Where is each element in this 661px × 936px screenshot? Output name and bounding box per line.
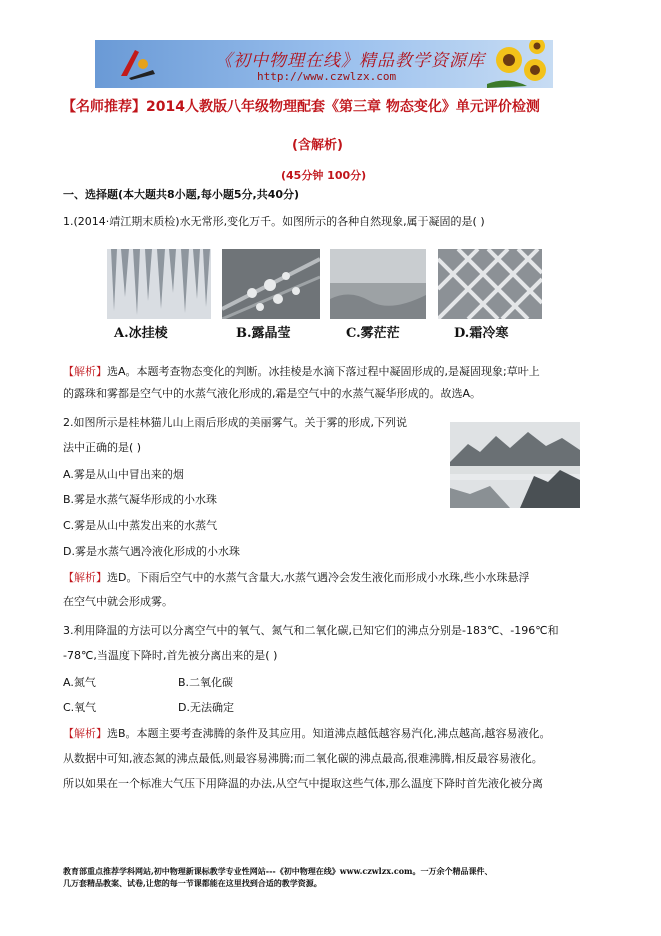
header-banner [95, 40, 553, 88]
analysis-tag: 【解析】 [63, 727, 107, 740]
sunflower-image [487, 40, 547, 88]
caption-a: A.冰挂棱 [114, 326, 168, 341]
footer-line1: 教育部重点推荐学科网站,初中物理新课标教学专业性网站---《初中物理在线》www.czwlzx.com。一万余个精品课件、 [63, 866, 493, 876]
icicle-image [107, 249, 211, 319]
misty-mountain-image [450, 422, 580, 508]
q2-option-c: C.雾是从山中蒸发出来的水蒸气 [63, 519, 218, 532]
q1-stem: 1.(2014·靖江期末质检)水无常形,变化万千。如图所示的各种自然现象,属于凝固的是( ) [63, 215, 485, 228]
q3-analysis-line3: 所以如果在一个标准大气压下用降温的办法,从空气中提取这些气体,那么温度下降时首先液化被分离 [63, 777, 543, 790]
q2-option-a: A.雾是从山中冒出来的烟 [63, 468, 184, 481]
q2-stem-line1: 2.如图所示是桂林猫儿山上雨后形成的美丽雾气。关于雾的形成,下列说 [63, 416, 407, 429]
frost-image [438, 249, 542, 319]
q3-stem-line1: 3.利用降温的方法可以分离空气中的氧气、氮气和二氧化碳,已知它们的沸点分别是-183℃、-196℃和 [63, 624, 559, 637]
dew-image [222, 249, 320, 319]
analysis-text: 选B。本题主要考查沸腾的条件及其应用。知道沸点越低越容易汽化,沸点越高,越容易液化。 [107, 727, 551, 740]
analysis-text: 选A。本题考查物态变化的判断。冰挂棱是水滴下落过程中凝固形成的,是凝固现象;草叶上 [107, 365, 540, 378]
document-subtitle: (含解析) [292, 138, 343, 153]
q3-stem-line2: -78℃,当温度下降时,首先被分离出来的是( ) [63, 649, 278, 662]
footer-line2: 几万套精品教案、试卷,让您的每一节课都能在这里找到合适的教学资源。 [63, 878, 322, 888]
q2-analysis-line1 [63, 570, 529, 586]
document-title: 【名师推荐】2014人教版八年级物理配套《第三章 物态变化》单元评价检测 [62, 99, 540, 115]
q3-analysis-line2: 从数据中可知,液态氮的沸点最低,则最容易沸腾;而二氧化碳的沸点最高,很难沸腾,相反最容易液化。 [63, 752, 543, 765]
q2-analysis-line2: 在空气中就会形成雾。 [63, 595, 173, 608]
page-footer [63, 865, 493, 889]
q3-option-c: C.氧气 [63, 701, 97, 714]
q3-option-b: B.二氧化碳 [178, 676, 234, 689]
fog-image [330, 249, 426, 319]
q3-option-d: D.无法确定 [178, 701, 234, 714]
q1-analysis-line2: 的露珠和雾都是空气中的水蒸气液化形成的,霜是空气中的水蒸气凝华形成的。故选A。 [63, 387, 482, 400]
q2-option-d: D.雾是水蒸气遇冷液化形成的小水珠 [63, 545, 240, 558]
banner-url: http://www.czwlzx.com [257, 70, 397, 83]
site-logo [119, 46, 157, 82]
analysis-tag: 【解析】 [63, 571, 107, 584]
q1-analysis-line1 [63, 364, 540, 380]
q2-stem-line2: 法中正确的是( ) [63, 441, 142, 454]
section-heading: 一、选择题(本大题共8小题,每小题5分,共40分) [63, 188, 300, 201]
q3-analysis-line1 [63, 726, 551, 742]
analysis-tag: 【解析】 [63, 365, 107, 378]
analysis-text: 选D。下雨后空气中的水蒸气含量大,水蒸气遇冷会发生液化而形成小水珠,些小水珠悬浮 [107, 571, 530, 584]
caption-b: B.露晶莹 [236, 326, 291, 341]
q3-option-a: A.氮气 [63, 676, 96, 689]
caption-d: D.霜冷寒 [454, 326, 509, 341]
time-score: (45分钟 100分) [281, 169, 367, 182]
caption-c: C.雾茫茫 [346, 326, 400, 341]
q2-option-b: B.雾是水蒸气凝华形成的小水珠 [63, 493, 218, 506]
banner-title: 《初中物理在线》精品教学资源库 [215, 51, 485, 71]
